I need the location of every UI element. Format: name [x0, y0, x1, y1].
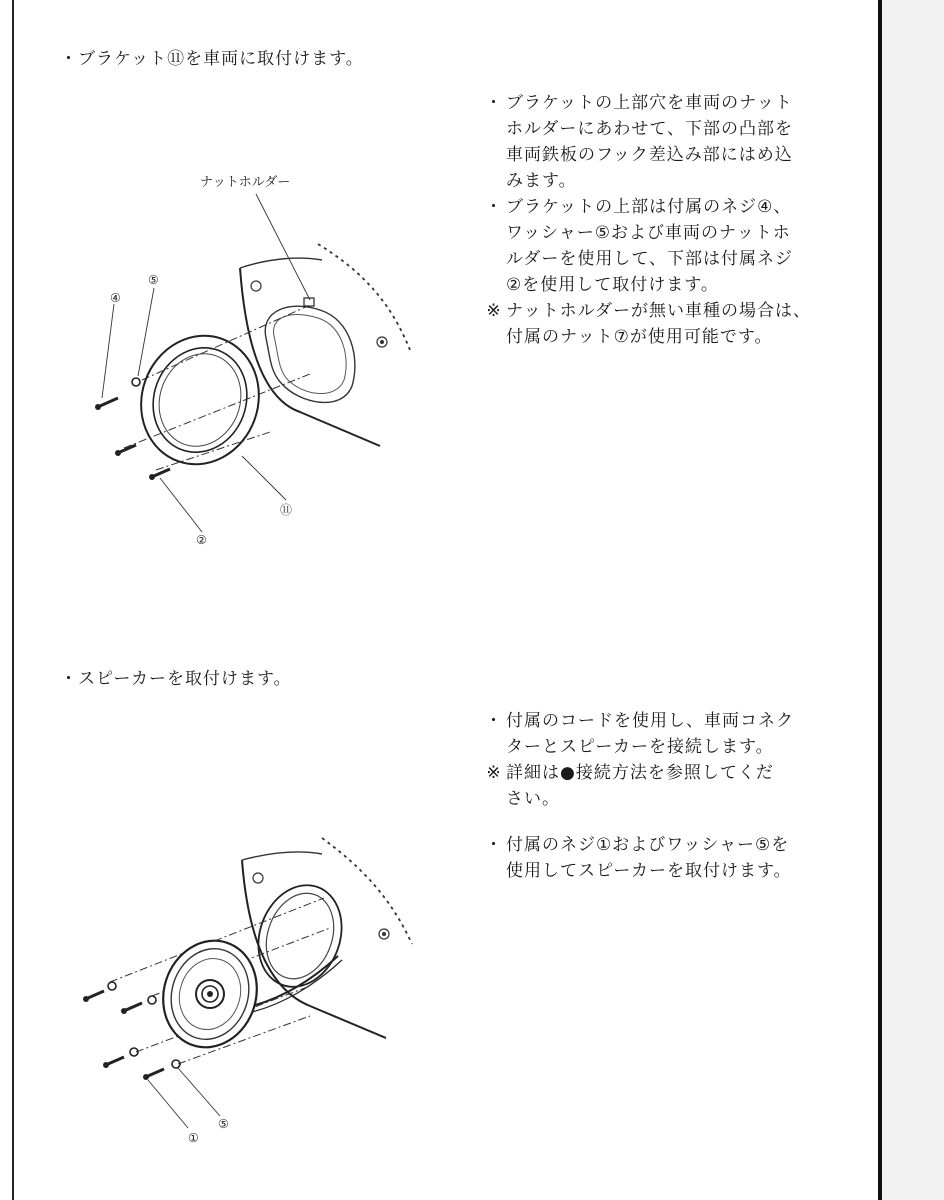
label-nut-holder: ナットホルダー — [200, 175, 291, 190]
callout-1: ① — [188, 1131, 199, 1145]
figure-bracket-install — [60, 160, 440, 560]
notes-bracket — [482, 90, 872, 350]
washer-5-icon — [132, 378, 140, 386]
screw-4-icon — [95, 398, 118, 410]
note-item: ・ 付属のコードを使用し、車両コネク ターとスピーカーを接続します。 — [485, 711, 794, 757]
step-heading-speaker: ・スピーカーを取付けます。 — [60, 669, 292, 689]
page-border-left — [12, 0, 14, 1200]
callout-5: ⑤ — [148, 273, 159, 287]
callout-4: ④ — [110, 291, 121, 305]
page-gutter — [882, 0, 944, 1200]
note-item: ・ ブラケットの上部穴を車両のナット ホルダーにあわせて、下部の凸部を 車両鉄板のフック差込み部にはめ込 みます。 — [485, 93, 793, 191]
bracket-illustration — [60, 160, 440, 560]
step-heading-bracket: ・ブラケット⑪を車両に取付けます。 — [60, 49, 364, 69]
note-item: ※ ナットホルダーが無い車種の場合は、 付属のナット⑦が使用可能です。 — [486, 301, 811, 347]
callout-5: ⑤ — [218, 1117, 229, 1131]
notes-speaker-wiring — [482, 708, 872, 812]
note-item: ※ 詳細は●接続方法を参照してくだ さい。 — [486, 763, 774, 809]
speaker-illustration — [60, 830, 440, 1160]
note-item: ・ 付属のネジ①およびワッシャー⑤を 使用してスピーカーを取付けます。 — [485, 835, 792, 881]
nut-holder-icon — [304, 298, 314, 306]
callout-11: ⑪ — [280, 503, 293, 517]
callout-2: ② — [196, 533, 207, 547]
notes-speaker-mount — [482, 832, 872, 884]
note-item: ・ ブラケットの上部は付属のネジ④、 ワッシャー⑤および車両のナットホ ルダーを使用して、下部は付属ネジ ②を使用して取付けます。 — [485, 197, 793, 295]
screw-2-icon — [115, 445, 170, 480]
figure-speaker-install — [60, 830, 440, 1160]
